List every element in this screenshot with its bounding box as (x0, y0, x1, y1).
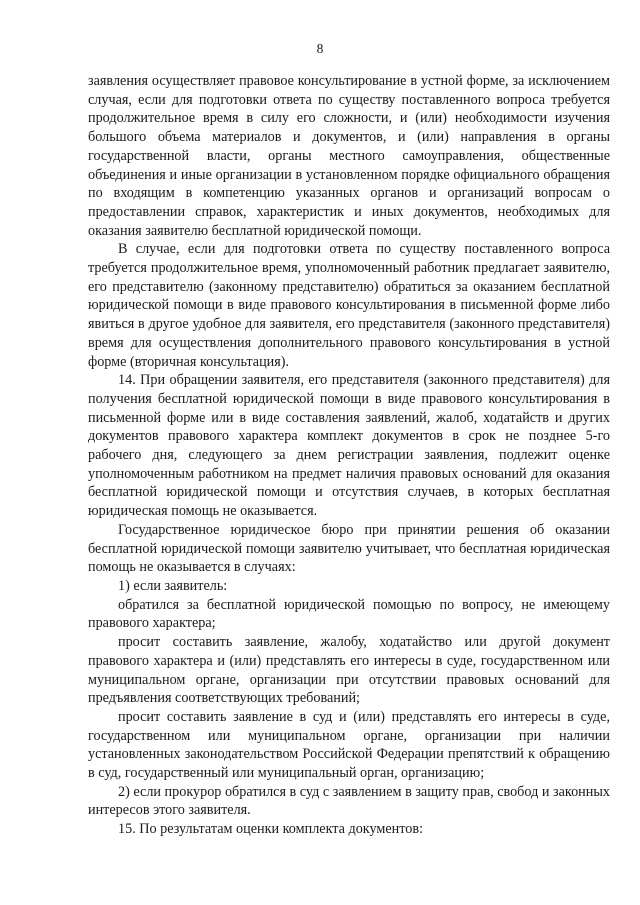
paragraph-legal-obstacles: просит составить заявление в суд и (или) представлять его интересы в суде, государственном или муниципальном органе, организации при наличии установленных законодательством Российской Федерации препятствий к обращению в суд, государственный или муниципальный орган, организацию; (88, 708, 610, 782)
paragraph-long-answer-case: В случае, если для подготовки ответа по существу поставленного вопроса требуется продолжительное время, уполномоченный работник предлагает заявителю, его представителю (законному представителю) обратиться за оказанием бесплатной юридической помощи в виде правового консультирования в письменной форме либо явиться в другое удобное для заявителя, его представителя (законного представителя) время для осуществления дополнительного правового консультирования в устной форме (вторичная консультация). (88, 241, 610, 370)
paragraph-clause-14: 14. При обращении заявителя, его представителя (законного представителя) для получения бесплатной юридической помощи в виде правового консультирования в письменной форме или в виде составления заявлений, жалоб, ходатайств и других документов правового характера комплект документов в срок не позднее 5-го рабочего дня, следующего за днем регистрации заявления, подлежит оценке уполномоченным работником на предмет наличия правовых оснований для оказания бесплатной юридической помощи и отсутствия случаев, в которых бесплатная юридическая помощь не оказывается. (88, 372, 610, 520)
paragraph-clause-15: 15. По результатам оценки комплекта документов: (118, 821, 424, 838)
paragraph-bureau-decision: Государственное юридическое бюро при принятии решения об оказании бесплатной юридической помощи заявителю учитывает, что бесплатная юридическая помощь не оказывается в случаях: (88, 521, 610, 576)
paragraph-item-1: 1) если заявитель: (118, 577, 228, 594)
paragraph-non-legal-question: обратился за бесплатной юридической помощью по вопросу, не имеющему правового характера; (88, 596, 610, 632)
paragraph-no-legal-grounds: просит составить заявление, жалобу, ходатайство или другой документ правового характера и (или) представлять его интересы в суде, государственном или муниципальном органе, организации при отсутствии правовых оснований для предъявления соответствующих требований; (88, 634, 610, 707)
document-body (88, 72, 610, 839)
paragraph-item-2: 2) если прокурор обратился в суд с заявлением в защиту прав, свобод и законных интересов этого заявителя. (88, 783, 610, 819)
page-number: 8 (316, 41, 324, 56)
paragraph-continuation: заявления осуществляет правовое консультирование в устной форме, за исключением случая, если для подготовки ответа по существу поставленного вопроса требуется продолжительное время в силу его сложности, и (или) необходимости изучения большого объема материалов и документов, и (или) направления в органы государственной власти, органы местного самоуправления, общественные объединения и иные организации в установленном порядке официального обращения по входящим в компетенцию указанных органов и организаций вопросам о предоставлении справок, характеристик и иных документов, необходимых для оказания заявителю бесплатной юридической помощи. (88, 73, 610, 239)
